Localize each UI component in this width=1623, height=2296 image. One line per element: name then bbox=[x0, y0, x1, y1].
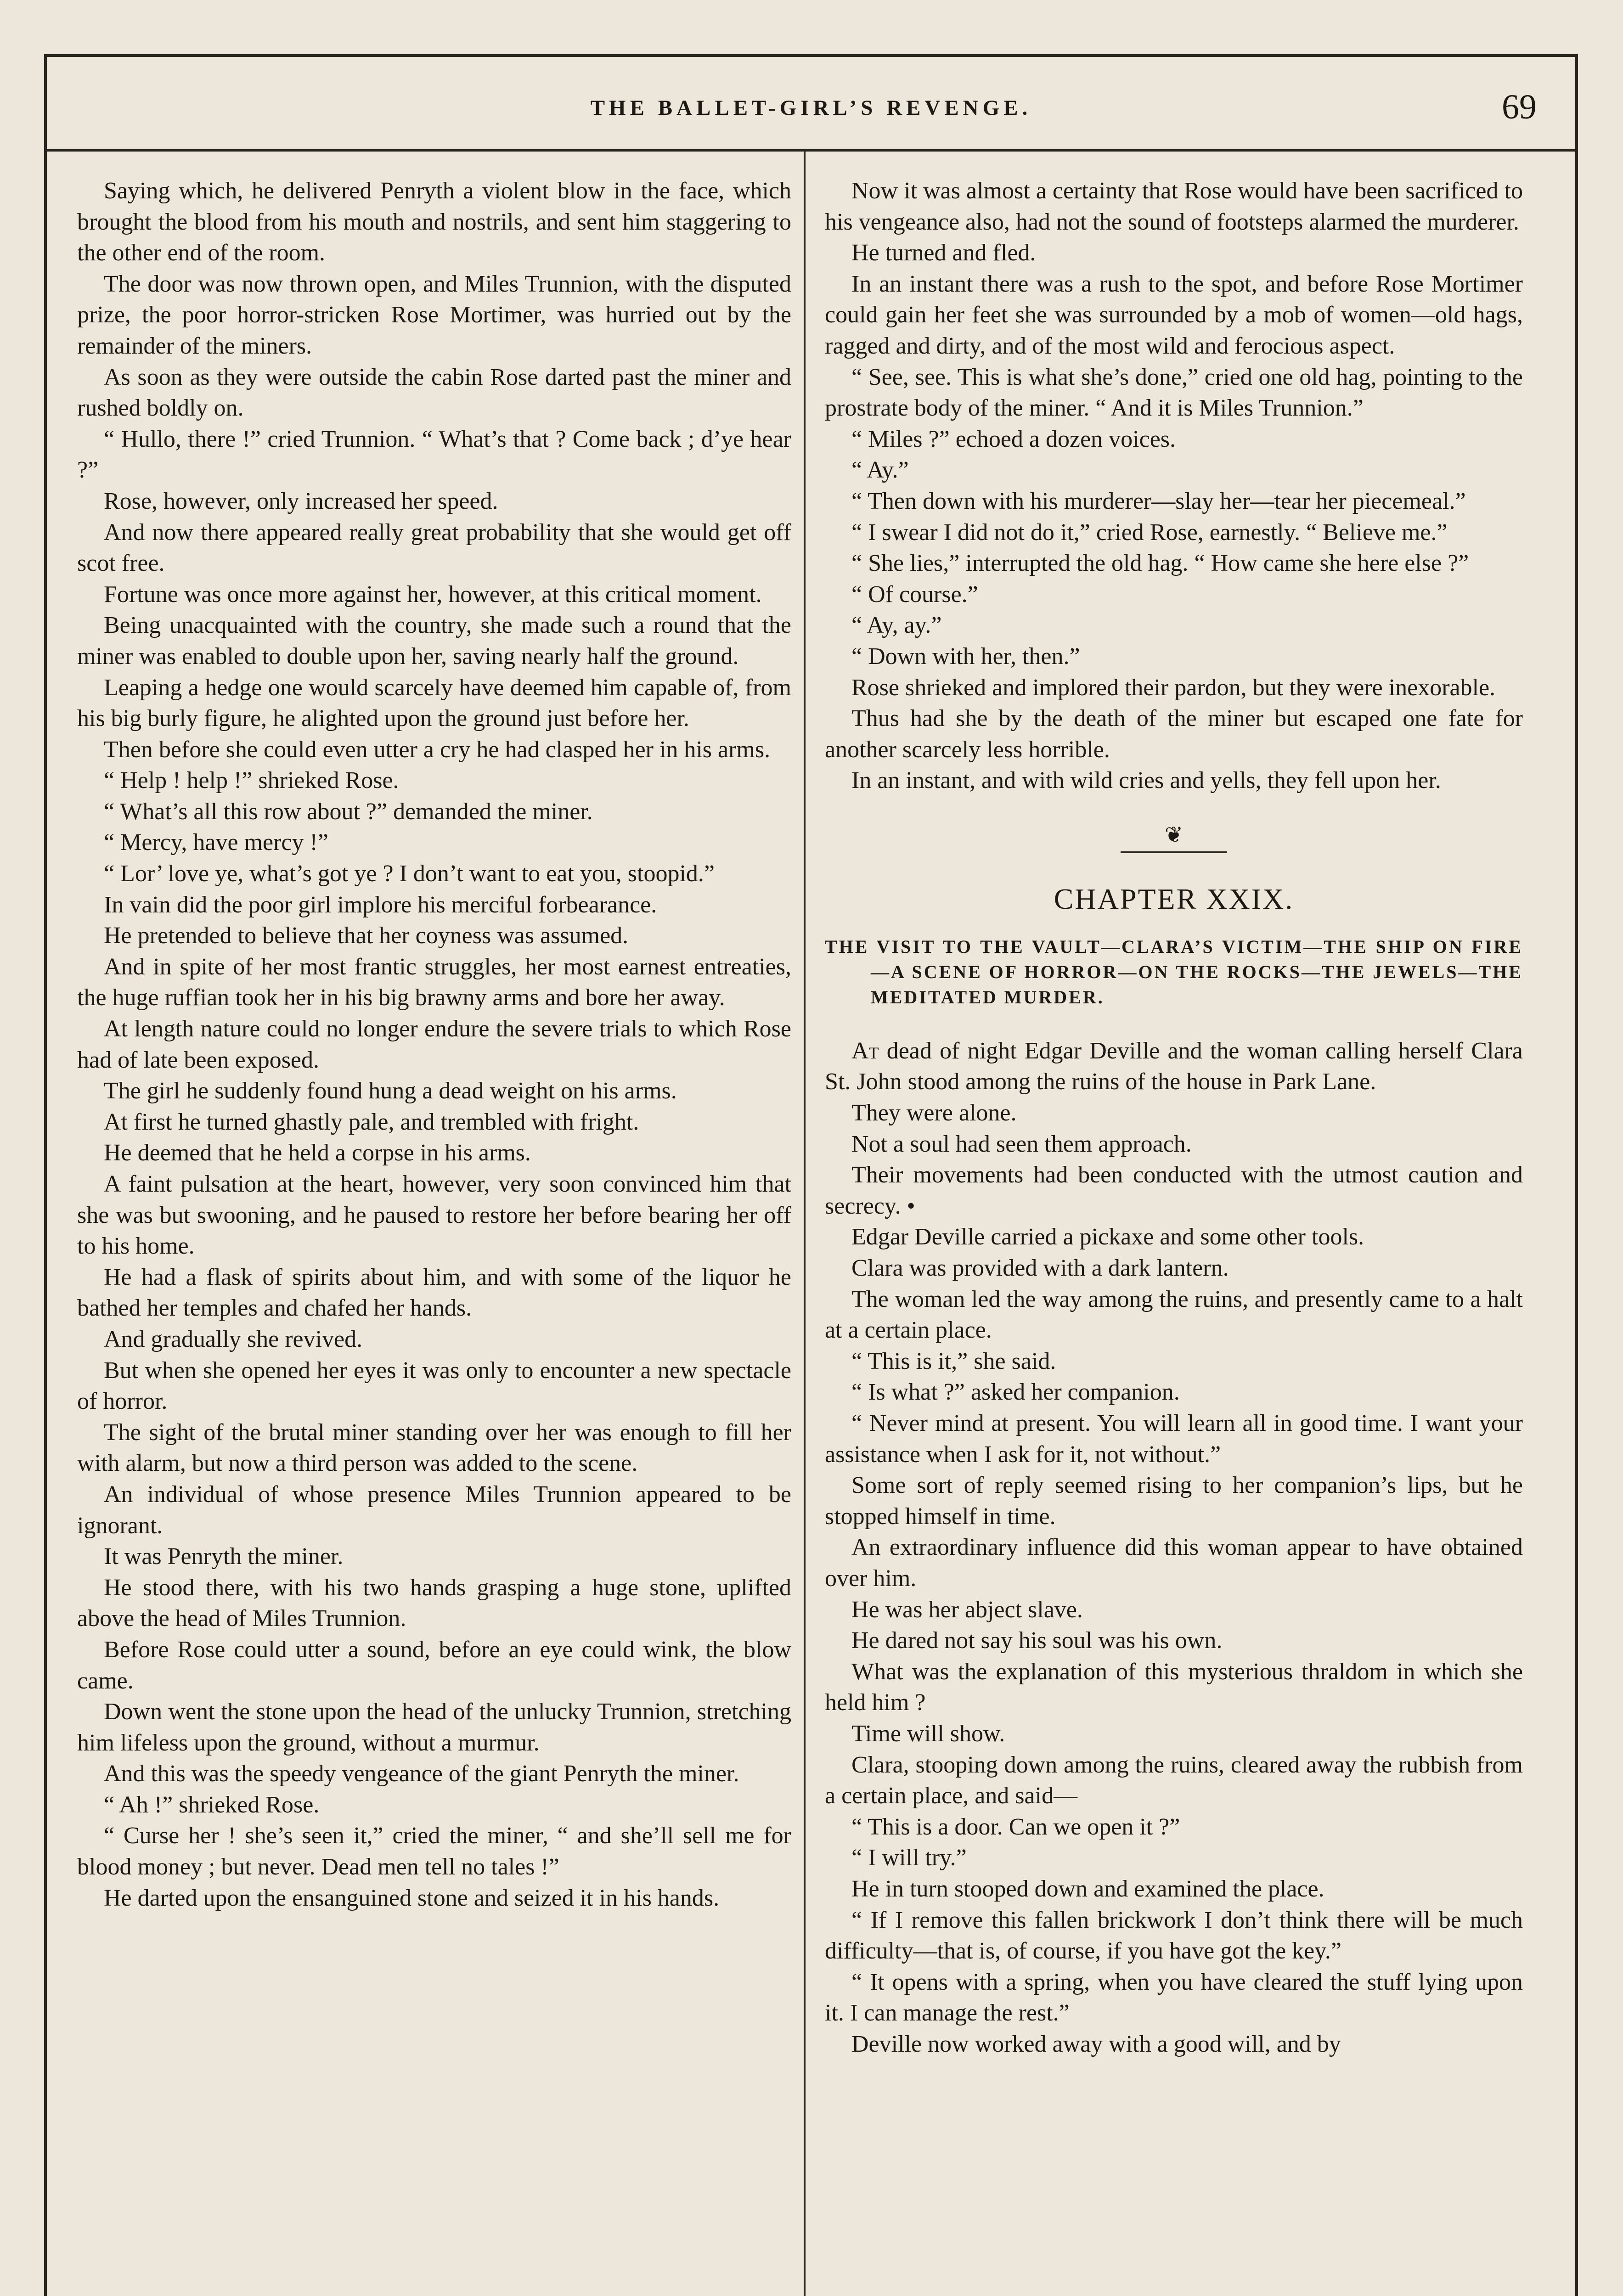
paragraph: He dared not say his soul was his own. bbox=[851, 1627, 1223, 1654]
left-column bbox=[77, 175, 791, 1913]
paragraph: “ Ay.” bbox=[851, 457, 909, 484]
column-divider bbox=[804, 152, 806, 2296]
paragraph: “ Is what ?” asked her companion. bbox=[851, 1379, 1180, 1406]
paragraph: “ If I remove this fallen brickwork I don’t think there will be much difficulty—that is, of course, if you have got the key.” bbox=[825, 1907, 1523, 1964]
paragraph: He pretended to believe that her coyness was assumed. bbox=[104, 923, 629, 949]
paragraph: Thus had she by the death of the miner but escaped one fate for another scarcely less horrible. bbox=[825, 705, 1523, 763]
paragraph: Time will show. bbox=[851, 1720, 1005, 1747]
paragraph: Before Rose could utter a sound, before an eye could wink, the blow came. bbox=[77, 1636, 791, 1694]
paragraph: The sight of the brutal miner standing over her was enough to fill her with alarm, but now a third person was added to the scene. bbox=[77, 1419, 791, 1477]
paragraph: Deville now worked away with a good will, and by bbox=[851, 2031, 1341, 2057]
paragraph: “ Then down with his murderer—slay her—tear her piecemeal.” bbox=[851, 488, 1466, 514]
paragraph: In vain did the poor girl implore his merciful forbearance. bbox=[104, 891, 657, 918]
paragraph: Rose shrieked and implored their pardon, but they were inexorable. bbox=[851, 674, 1496, 701]
paragraph: “ I will try.” bbox=[851, 1845, 967, 1871]
paragraph: Being unacquainted with the country, she made such a round that the miner was enabled to double upon her, saving nearly half the ground. bbox=[77, 612, 791, 670]
paragraph: Saying which, he delivered Penryth a violent blow in the face, which brought the blood from his mouth and nostrils, and sent him staggering to the other end of the room. bbox=[77, 178, 791, 266]
paragraph: “ Curse her ! she’s seen it,” cried the miner, “ and she’ll sell me for blood money ; but never. Dead men tell no tales !” bbox=[77, 1823, 791, 1880]
right-column bbox=[825, 175, 1523, 2060]
page-number: 69 bbox=[1502, 88, 1537, 126]
running-title: THE BALLET-GIRL’S REVENGE. bbox=[590, 96, 1032, 120]
paragraph: He in turn stooped down and examined the place. bbox=[851, 1875, 1324, 1902]
paragraph: And gradually she revived. bbox=[104, 1326, 363, 1352]
paragraph: “ Miles ?” echoed a dozen voices. bbox=[851, 426, 1176, 452]
paragraph: It was Penryth the miner. bbox=[104, 1543, 344, 1570]
paragraph: He was her abject slave. bbox=[851, 1596, 1083, 1623]
paragraph: “ Help ! help !” shrieked Rose. bbox=[104, 767, 399, 794]
paragraph: “ I swear I did not do it,” cried Rose, earnestly. “ Believe me.” bbox=[851, 519, 1448, 546]
paragraph: “ Of course.” bbox=[851, 581, 978, 608]
paragraph: Not a soul had seen them approach. bbox=[851, 1131, 1192, 1157]
paragraph: “ Lor’ love ye, what’s got ye ? I don’t want to eat you, stoopid.” bbox=[104, 861, 715, 887]
paragraph: But when she opened her eyes it was only to encounter a new spectacle of horror. bbox=[77, 1357, 791, 1415]
paragraph: “ This is it,” she said. bbox=[851, 1348, 1056, 1374]
paragraph: The girl he suddenly found hung a dead weight on his arms. bbox=[104, 1078, 677, 1104]
paragraph: And this was the speedy vengeance of the giant Penryth the miner. bbox=[104, 1761, 739, 1787]
chapter-ornament: ❦ bbox=[1164, 822, 1183, 847]
paragraph: And now there appeared really great probability that she would get off scot free. bbox=[77, 519, 791, 577]
paragraph: “ What’s all this row about ?” demanded the miner. bbox=[104, 798, 593, 825]
paragraph: “ See, see. This is what she’s done,” cried one old hag, pointing to the prostrate body of the miner. “ And it is Miles Trunnion.” bbox=[825, 364, 1523, 422]
paragraph: “ She lies,” interrupted the old hag. “ How came she here else ?” bbox=[851, 550, 1469, 577]
paragraph: At length nature could no longer endure the severe trials to which Rose had of late been exposed. bbox=[77, 1016, 791, 1073]
paragraph: “ It opens with a spring, when you have cleared the stuff lying upon it. I can manage the rest.” bbox=[825, 1969, 1523, 2026]
paragraph: Fortune was once more against her, however, at this critical moment. bbox=[104, 581, 762, 608]
paragraph: They were alone. bbox=[851, 1100, 1017, 1126]
paragraph: Their movements had been conducted with the utmost caution and secrecy. • bbox=[825, 1162, 1523, 1219]
paragraph: He stood there, with his two hands grasping a huge stone, uplifted above the head of Miles Trunnion. bbox=[77, 1574, 791, 1632]
header-rule bbox=[44, 149, 1578, 152]
paragraph: Rose, however, only increased her speed. bbox=[104, 488, 498, 514]
paragraph: What was the explanation of this mysterious thraldom in which she held him ? bbox=[825, 1658, 1523, 1716]
paragraph: “ This is a door. Can we open it ?” bbox=[851, 1813, 1180, 1840]
paragraph: Then before she could even utter a cry he had clasped her in his arms. bbox=[104, 736, 771, 763]
paragraph: “ Hullo, there !” cried Trunnion. “ What’s that ? Come back ; d’ye hear ?” bbox=[77, 426, 791, 484]
paragraph: A faint pulsation at the heart, however, very soon convinced him that she was but swooning, and he paused to restore her before bearing her off to his home. bbox=[77, 1171, 791, 1260]
paragraph: Edgar Deville carried a pickaxe and some other tools. bbox=[851, 1224, 1364, 1250]
paragraph: Some sort of reply seemed rising to her companion’s lips, but he stopped himself in time. bbox=[825, 1472, 1523, 1530]
paragraph: The woman led the way among the ruins, and presently came to a halt at a certain place. bbox=[825, 1286, 1523, 1344]
paragraph: He deemed that he held a corpse in his arms. bbox=[104, 1140, 531, 1166]
paragraph: And in spite of her most frantic struggles, her most earnest entreaties, the huge ruffian took her in his big brawny arms and bore her away. bbox=[77, 953, 791, 1011]
opening-text: dead of night Edgar Deville and the woman calling herself Clara St. John stood among the ruins of the house in Park Lane. bbox=[825, 1037, 1523, 1095]
paragraph: He darted upon the ensanguined stone and seized it in his hands. bbox=[104, 1885, 720, 1911]
chapter-title: CHAPTER XXIX. bbox=[1054, 882, 1294, 915]
running-head bbox=[44, 87, 1578, 129]
paragraph: At first he turned ghastly pale, and trembled with fright. bbox=[104, 1109, 639, 1135]
paragraph: Down went the stone upon the head of the unlucky Trunnion, stretching him lifeless upon the ground, without a murmur. bbox=[77, 1699, 791, 1756]
paragraph: In an instant, and with wild cries and yells, they fell upon her. bbox=[851, 767, 1441, 794]
paragraph: “ Ay, ay.” bbox=[851, 612, 942, 639]
chapter-synopsis: THE VISIT TO THE VAULT—CLARA’S VICTIM—THE SHIP ON FIRE—A SCENE OF HORROR—ON THE ROCKS—THE JEWELS—THE MEDITATED MURDER. bbox=[825, 936, 1523, 1007]
paragraph: “ Never mind at present. You will learn all in good time. I want your assistance when I ask for it, not without.” bbox=[825, 1410, 1523, 1468]
paragraph: He had a flask of spirits about him, and with some of the liquor he bathed her temples and chafed her hands. bbox=[77, 1264, 791, 1322]
paragraph: He turned and fled. bbox=[851, 240, 1036, 266]
paragraph: “ Ah !” shrieked Rose. bbox=[104, 1791, 320, 1818]
chapter-rule bbox=[1121, 851, 1227, 853]
paragraph: Clara, stooping down among the ruins, cleared away the rubbish from a certain place, and said— bbox=[825, 1751, 1523, 1809]
paragraph: “ Down with her, then.” bbox=[851, 643, 1080, 670]
paragraph: As soon as they were outside the cabin Rose darted past the miner and rushed boldly on. bbox=[77, 364, 791, 422]
paragraph: An individual of whose presence Miles Trunnion appeared to be ignorant. bbox=[77, 1481, 791, 1539]
paragraph: An extraordinary influence did this woman appear to have obtained over him. bbox=[825, 1534, 1523, 1592]
paragraph: The door was now thrown open, and Miles Trunnion, with the disputed prize, the poor horror-stricken Rose Mortimer, was hurried out by the remainder of the miners. bbox=[77, 270, 791, 359]
paragraph: “ Mercy, have mercy !” bbox=[104, 829, 328, 856]
opening-word: At bbox=[851, 1037, 879, 1064]
paragraph: In an instant there was a rush to the spot, and before Rose Mortimer could gain her feet she was surrounded by a mob of women—old hags, ragged and dirty, and of the most wild and ferocious aspect. bbox=[825, 270, 1523, 359]
paragraph: Leaping a hedge one would scarcely have deemed him capable of, from his big burly figure, he alighted upon the ground just before her. bbox=[77, 674, 791, 732]
paragraph: Now it was almost a certainty that Rose would have been sacrificed to his vengeance also, had not the sound of footsteps alarmed the murderer. bbox=[825, 178, 1523, 235]
chapter-opening-paragraph bbox=[825, 1035, 1523, 1097]
paragraph: Clara was provided with a dark lantern. bbox=[851, 1255, 1229, 1282]
